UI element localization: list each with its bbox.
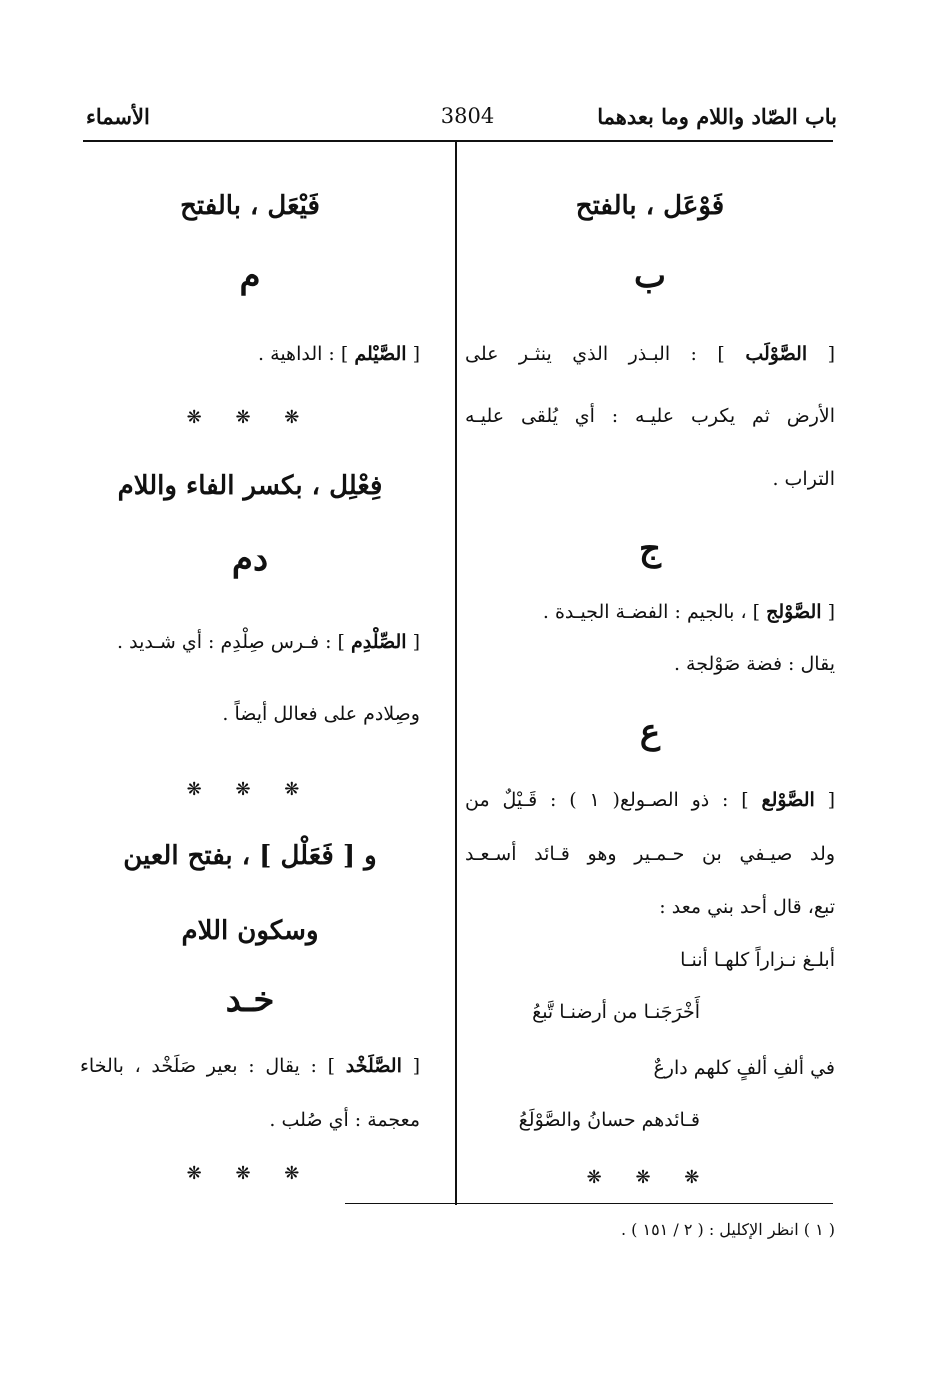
letter-heading: دم (231, 539, 269, 579)
entry-line: يقال : فضة صَوْلجة . (673, 653, 835, 675)
entry-line: [ الصَّلَخْد ] : يقال : بعير صَلَخْد ، بالخاء (80, 1055, 421, 1077)
entry-text: ] : الداهية . (258, 343, 355, 365)
pattern-heading: فَيْعَل ، بالفتح (180, 191, 320, 221)
verse-line: أَخْرَجَنـا من أرضنـا تَّبعُ (532, 1001, 700, 1023)
entry-keyword: الصَّوْلج (766, 601, 822, 623)
entry-keyword: الصَّوْلَب (745, 343, 808, 365)
page-number: 3804 (440, 104, 495, 128)
section-separator: ❋ ❋ ❋ (186, 407, 314, 428)
left-column (80, 0, 420, 1375)
letter-heading: ج (639, 529, 661, 569)
entry-line: [ الصِّلْدِم ] : فـرس صِلْدِم : أي شـديد . (117, 631, 420, 653)
entry-text: ] : يقال : بعير صَلَخْد ، بالخاء (80, 1055, 346, 1077)
section-separator: ❋ ❋ ❋ (186, 779, 314, 800)
entry-keyword: الصَّوْلع (761, 789, 815, 811)
entry-line: التراب . (772, 468, 835, 490)
entry-line: [ الصَّيْلم ] : الداهية . (258, 343, 420, 365)
entry-line: معجمة : أي صُلب . (269, 1109, 420, 1131)
entry-line: [ الصَّوْلع ] : ذو الصـولع( ١ ) : قَـيْلٌ من (465, 789, 835, 811)
pattern-heading: وسكون اللام (181, 916, 319, 946)
pattern-heading: و [ فَعَلْل ] ، بفتح العين (123, 841, 377, 871)
letter-heading: م (239, 256, 261, 296)
verse-line: قـائدهم حسانُ والصَّوْلَعُ (518, 1109, 700, 1131)
column-divider (455, 142, 457, 1205)
verse-line: في ألفِ ألفٍ كلهم دارعٌ (653, 1057, 835, 1079)
entry-line: وصِلادم على فعالل أيضاً . (222, 703, 420, 725)
entry-text: ] : ذو الصـولع( ١ ) : قَـيْلٌ من (465, 789, 762, 811)
footnote: ( ١ ) انظر الإكليل : ( ٢ / ١٥١ ) . (620, 1220, 835, 1239)
entry-text: ] ، بالجيم : الفضـة الجيـدة . (542, 601, 767, 623)
letter-heading: خـد (225, 980, 275, 1020)
running-head-chapter: باب الصّاد واللام وما بعدهما (597, 104, 837, 129)
right-column (465, 0, 835, 1375)
running-head-section: الأسماء (86, 104, 150, 129)
entry-text: ] : البـذر الذي ينثـر على (465, 343, 746, 365)
entry-keyword: الصِّلْدِم (350, 631, 407, 653)
entry-keyword: الصَّيْلم (354, 343, 407, 365)
entry-text: ] : فـرس صِلْدِم : أي شـديد . (117, 631, 351, 653)
letter-heading: ب (633, 256, 666, 296)
pattern-heading: فَوْعَل ، بالفتح (575, 191, 725, 221)
section-separator: ❋ ❋ ❋ (186, 1163, 314, 1184)
section-separator: ❋ ❋ ❋ (586, 1167, 714, 1188)
entry-line: [ الصَّوْلَب ] : البـذر الذي ينثـر على (465, 343, 836, 365)
entry-line: [ الصَّوْلج ] ، بالجيم : الفضـة الجيـدة . (542, 601, 835, 623)
entry-line: ولد صيـفي بن حـمـير وهو قـائد أسـعـد (465, 843, 835, 865)
entry-keyword: الصَّلَخْد (345, 1055, 402, 1077)
verse-line: أبلـغ نـزاراً كلهـا أننـا (680, 949, 835, 971)
entry-line: الأرض ثم يكرب عليـه : أي يُلقى عليـه (465, 405, 835, 427)
entry-line: تبع، قال أحد بني معد : (659, 896, 835, 918)
pattern-heading: فِعْلِل ، بكسر الفاء واللام (117, 471, 383, 501)
letter-heading: ع (639, 712, 661, 752)
